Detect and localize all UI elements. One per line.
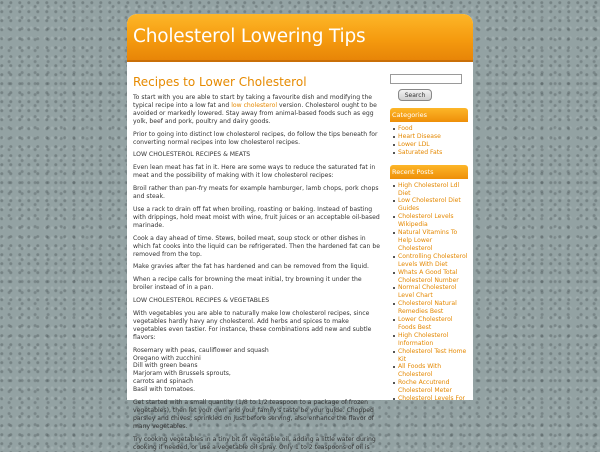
recent-post-link[interactable]: Cholesterol Natural Remedies Best (393, 300, 468, 316)
site-title[interactable]: Cholesterol Lowering Tips (133, 26, 366, 47)
sidebar (390, 74, 468, 404)
post-paragraph: Use a rack to drain off fat when broiling, roasting or baking. Instead of basting with drippings, hold meat moist with wine, fruit juices or an acceptable oil-based marinade. (133, 205, 380, 229)
recent-post-link[interactable]: Cholesterol Levels Wikipedia (393, 213, 468, 229)
combo-line: Basil with tomatoes. (133, 386, 196, 394)
search-button[interactable]: Search (398, 89, 432, 101)
recent-posts-heading: Recent Posts (390, 165, 468, 179)
categories-list (390, 125, 468, 157)
recent-post-link[interactable]: Lower Cholesterol Foods Best (393, 316, 468, 332)
low-cholesterol-link[interactable]: low cholesterol (231, 101, 278, 109)
recent-post-link[interactable]: High Cholesterol Ldl Diet (393, 182, 468, 198)
post-paragraph: With vegetables you are able to naturally make low cholesterol recipes, since vegetables hardly havy any cholesterol. Add herbs and spices to make vegetables even tastier. For instance, these combinations add new and subtle flavors: (133, 310, 372, 341)
combo-line: Rosemary with peas, cauliflower and squash (133, 346, 269, 354)
search-input[interactable] (390, 74, 462, 84)
post-paragraph: Make gravies after the fat has hardened and can be removed from the liquid. (133, 263, 369, 271)
recent-post-link[interactable]: Normal Cholesterol Level Chart (393, 284, 468, 300)
section-heading: LOW CHOLESTEROL RECIPES & MEATS (133, 151, 251, 159)
post-paragraph (133, 94, 381, 126)
recent-post-link[interactable]: All Foods With Cholesterol (393, 363, 468, 379)
post-paragraph: Try cooking vegetables in a tiny bit of vegetable oil, adding a little water during cooking if needed, or use a vegetable oil spray. Only 1 to 2 teaspoons of oil is (133, 435, 376, 451)
post-paragraph: Broil rather than pan-fry meats for example hamburger, lamb chops, pork chops and steak. (133, 185, 379, 201)
combo-line: Dill with green beans (133, 362, 198, 370)
post-paragraph: Prior to going into distinct low cholesterol recipes, do follow the tips beneath for converting normal recipes into low cholesterol recipes. (133, 130, 378, 146)
section-heading: LOW CHOLESTEROL RECIPES & VEGETABLES (133, 297, 270, 305)
paragraph-text: To start with you are able to start by taking a favourite dish and modifying the typical recipe into a low fat and (133, 94, 373, 109)
post-paragraph: When a recipe calls for browning the meat initial, try browning it under the broiler instead of in a pan. (133, 276, 362, 292)
post-paragraph: Even lean meat has fat in it. Here are some ways to reduce the saturated fat in meat and the possibility of making with it low cholesterol recipes: (133, 164, 376, 180)
category-link-heart-disease[interactable]: Heart Disease (393, 133, 468, 141)
category-link-saturated-fats[interactable]: Saturated Fats (393, 149, 468, 157)
recent-post-link[interactable]: Controlling Cholesterol Levels With Diet (393, 253, 468, 269)
herb-combinations (133, 347, 381, 394)
recent-post-link[interactable]: Whats A Good Total Cholesterol Number (393, 269, 468, 285)
category-link-lower-ldl[interactable]: Lower LDL (393, 141, 468, 149)
page-container (127, 14, 473, 451)
recent-post-link[interactable]: Low Cholesterol Diet Guides (393, 197, 468, 213)
post-paragraph: Get started with a small quantity (1/8 to 1/2 teaspoon to a package of frozen vegetables), then let your own and your family's taste be your guide. Chopped parsley and chives, sprinkled on just before serving, also enhance the flavor of many vegetables. (133, 399, 374, 430)
recent-post-link[interactable]: High Cholesterol Information (393, 332, 468, 348)
recent-post-link[interactable]: Roche Accutrend Cholesterol Meter (393, 379, 468, 395)
post-title[interactable]: Recipes to Lower Cholesterol (133, 75, 307, 89)
paragraph-text: version. Cholesterol ought to be avoided or markedly lowered. Stay away from animal-based foods such as egg yolk, beef and pork, poultry and dairy goods. (133, 101, 377, 125)
categories-heading: Categories (390, 108, 468, 122)
recent-post-link[interactable]: Natural Vitamins To Help Lower Cholesterol (393, 229, 468, 253)
category-link-food[interactable]: Food (393, 125, 468, 133)
combo-line: Marjoram with Brussels sprouts, (133, 370, 231, 378)
combo-line: Oregano with zucchini (133, 354, 201, 362)
recent-posts-list (390, 182, 468, 403)
main-content (133, 74, 381, 451)
recent-post-link[interactable]: Cholesterol Levels For (393, 395, 468, 403)
post-paragraph: Cook a day ahead of time. Stews, boiled meat, soup stock or other dishes in which fat cooks into the liquid can be refrigerated. Then the hardened fat can be removed from the top. (133, 234, 380, 258)
recent-post-link[interactable]: Cholesterol Test Home Kit (393, 348, 468, 364)
site-header (127, 14, 473, 62)
combo-line: carrots and spinach (133, 378, 194, 386)
